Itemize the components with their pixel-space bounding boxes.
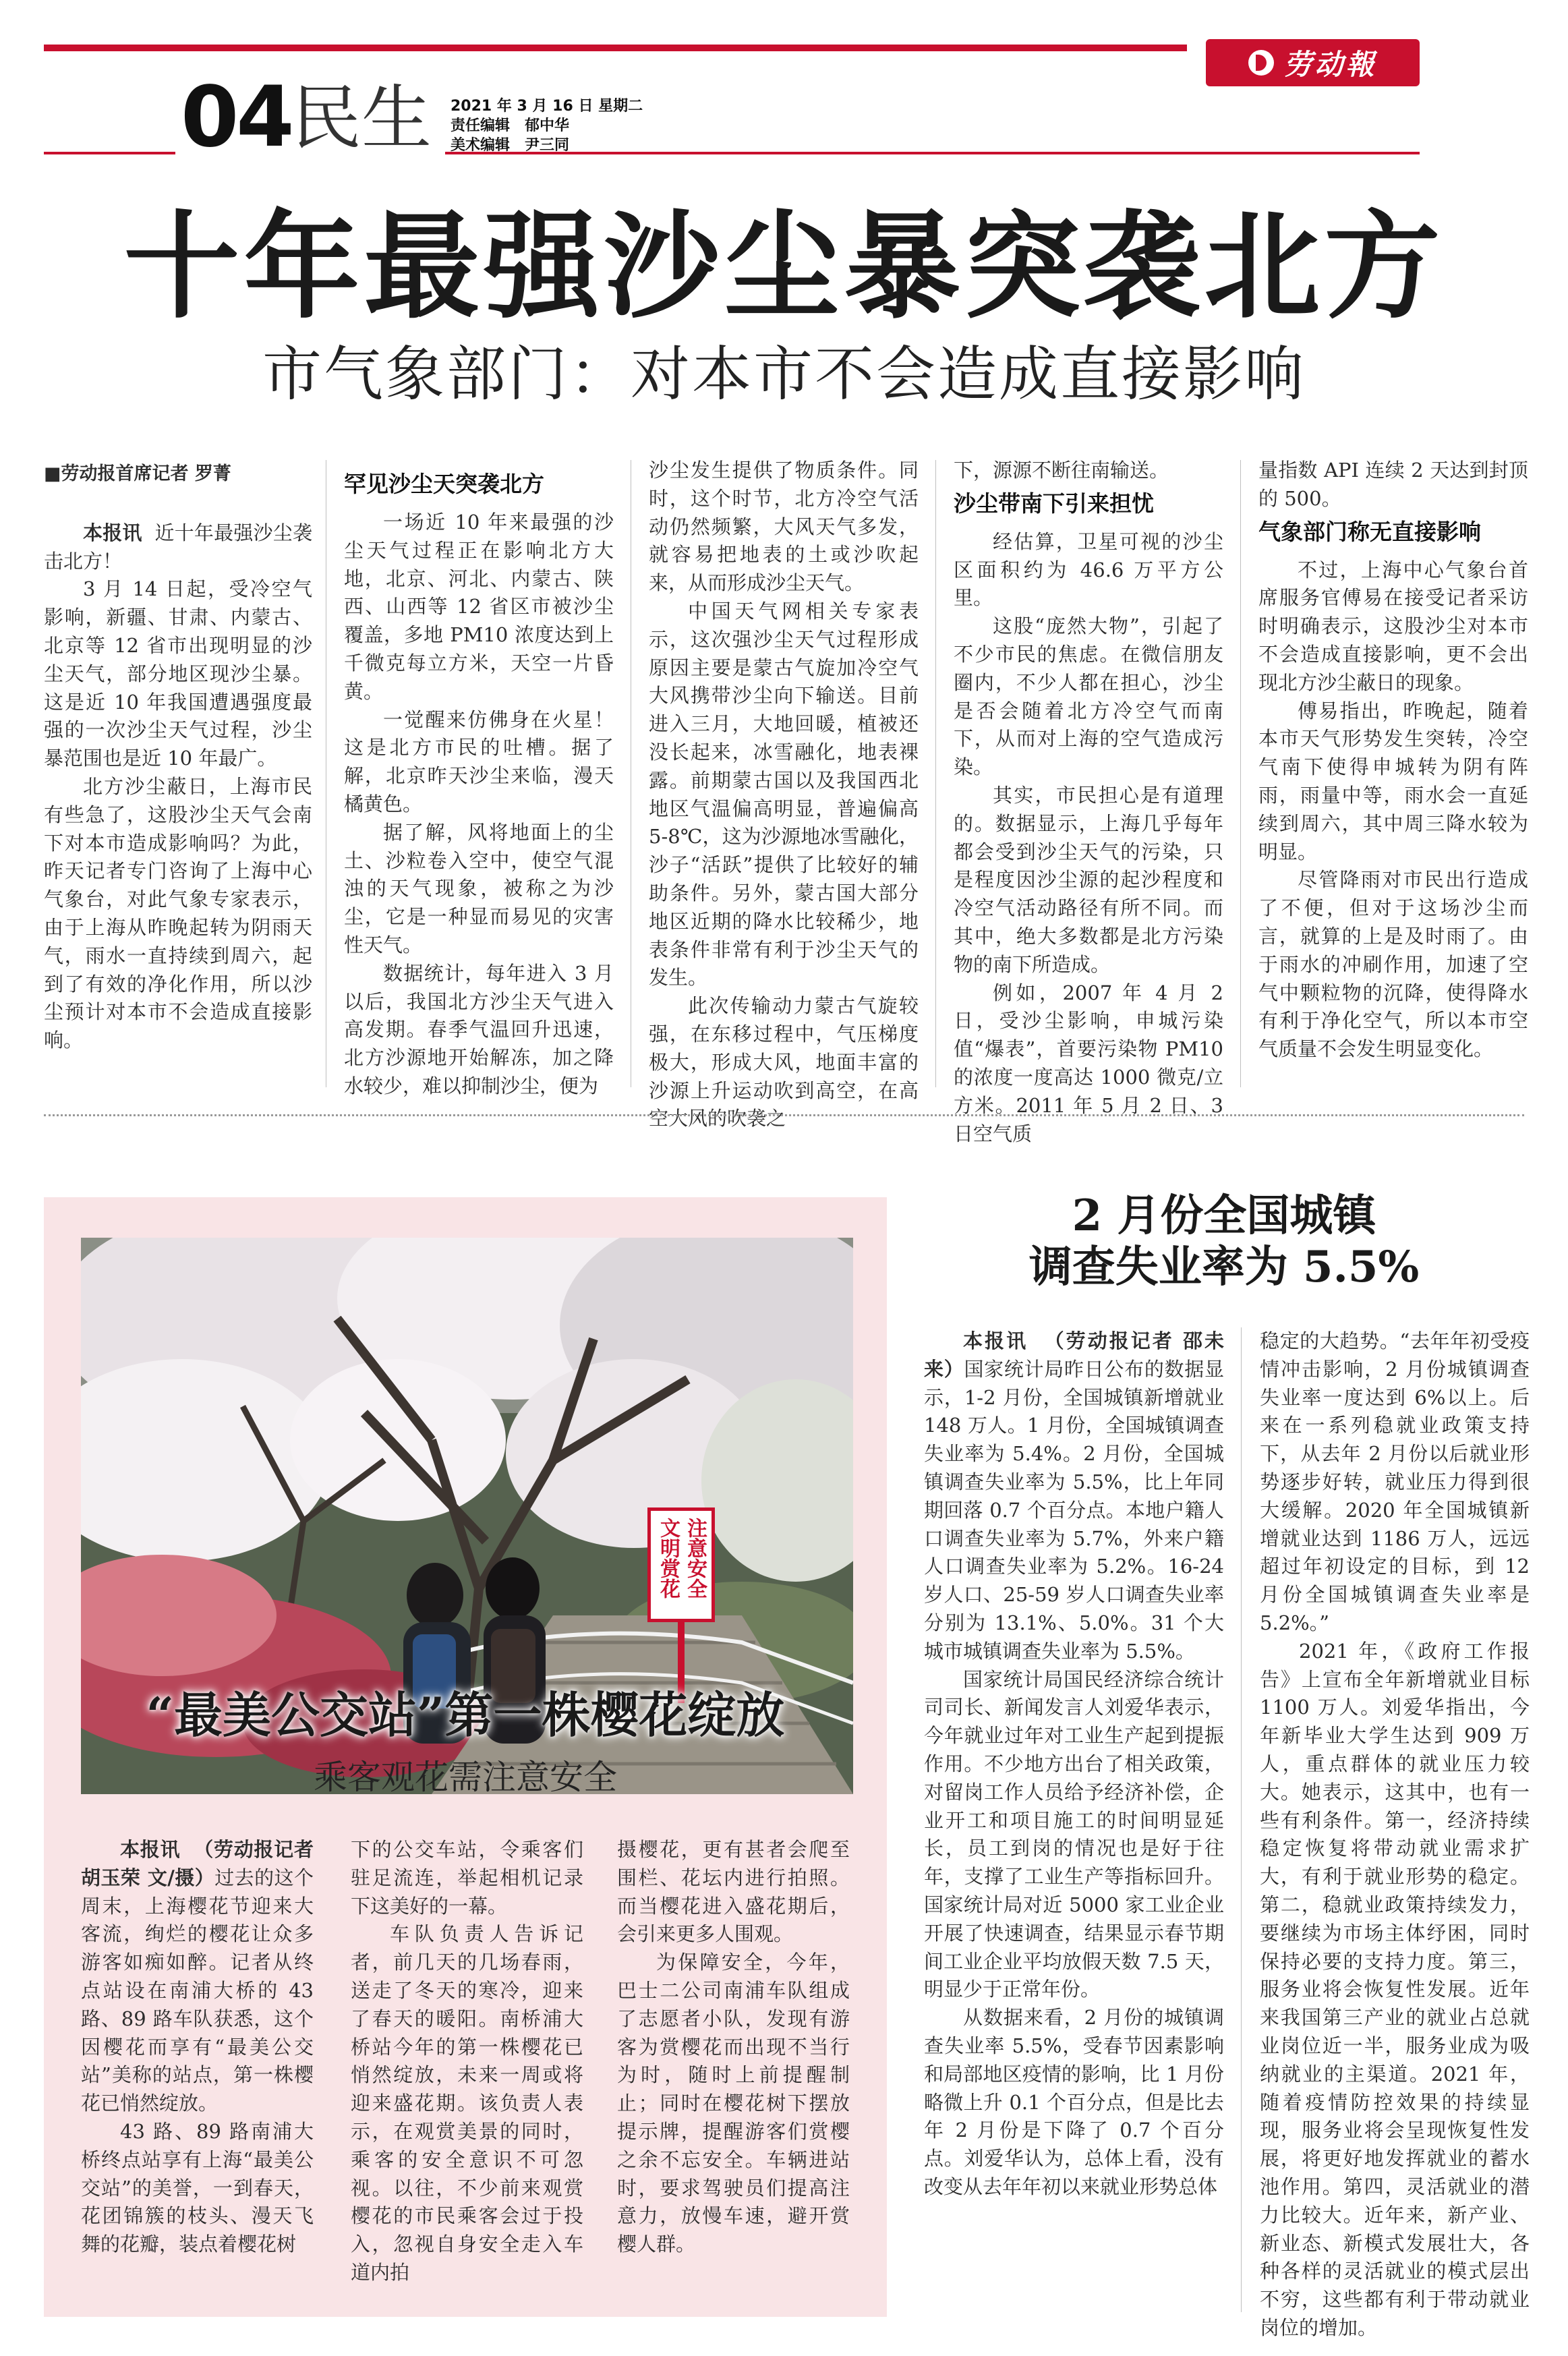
story3-column-1 (924, 1327, 1224, 2202)
story1-paragraph: 3 月 14 日起，受冷空气影响，新疆、甘肃、内蒙古、北京等 12 省市出现明显的沙尘天气，部分地区现沙尘暴。这是近 10 年我国遭遇强度最强的一次沙尘天气过程，沙尘暴范围也是近 10 年最广。 (44, 577, 312, 770)
story1-paragraph: 不过，上海中心气象台首席服务官傅易在接受记者采访时明确表示，这股沙尘对本市不会造成直接影响，更不会出现北方沙尘蔽日的现象。 (1258, 558, 1528, 694)
story3-paragraph: 稳定的大趋势。“去年年初受疫情冲击影响，2 月份城镇调查失业率一度达到 6%以上。后来在一系列稳就业政策支持下，从去年 2 月份以后就业形势逐步好转，就业压力得到很大缓解。2020 年全国城镇新增就业达到 1186 万人，远远超过年初设定的目标，到 12 月份全国城镇调查失业率是 5.2%。” (1260, 1329, 1530, 1634)
story1-column-4 (954, 457, 1223, 1148)
story2-subheadline: 乘客观花需注意安全 (314, 1758, 617, 1797)
story1-headline: 十年最强沙尘暴突袭北方 (123, 198, 1445, 335)
story1-lead-label: 本报讯 (83, 521, 142, 544)
logo-mark-icon (1248, 50, 1274, 76)
story-separator (44, 1114, 1524, 1116)
story3-paragraph: 2021 年，《政府工作报告》上宣布全年新增就业目标 1100 万人。刘爱华指出，今年新毕业大学生达到 909 万人，重点群体的就业压力较大。她表示，这其中，也有一些有利条件。第一，经济持续稳定恢复将带动就业需求扩大，有利于就业形势的稳定。第二，稳就业政策持续发力，要继续为市场主体纾困，同时保持必要的支持力度。第三，服务业将会恢复性发展。近年来我国第三产业的就业占总就业岗位近一半，服务业成为吸纳就业的主渠道。2021 年，随着疫情防控效果的持续显现，服务业将会呈现恢复性发展，将更好地发挥就业的蓄水池作用。第四，灵活就业的潜力比较大。近年来，新产业、新业态、新模式发展壮大，各种各样的灵活就业的模式层出不穷，这些都有利于带动就业岗位的增加。 (1260, 1639, 1530, 2339)
story1-column-4-heading: 沙尘带南下引来担忧 (954, 490, 1154, 517)
logo-text: 劳动報 (1283, 48, 1377, 81)
issue-info (451, 96, 643, 155)
story3-lead-label: 本报讯 (963, 1329, 1028, 1352)
story2-paragraph: 本报讯 （劳动报记者 胡玉荣 文/摄）过去的这个周末，上海樱花节迎来大客流，绚烂的樱花让众多游客如痴如醉。记者从终点站设在南浦大桥的 43 路、89 路车队获悉，这个因樱花而享有“最美公交站”美称的站点，第一株樱花已悄然绽放。 (81, 1838, 314, 2115)
story3-byline: （劳动报记者 邵未来） (924, 1329, 1224, 1381)
story1-paragraph: 此次传输动力蒙古气旋较强，在东移过程中，气压梯度极大，形成大风，地面丰富的沙源上升运动吹到高空，在高空大风的吹袭之 (649, 994, 919, 1130)
story1-paragraph: 一觉醒来仿佛身在火星！这是北方市民的吐槽。据了解，北京昨天沙尘来临，漫天橘黄色。 (344, 708, 614, 815)
story1-column-3 (649, 457, 919, 1133)
story1-byline: ■劳动报首席记者 罗菁 (44, 463, 231, 484)
story1-column-5-heading: 气象部门称无直接影响 (1258, 518, 1481, 545)
story3-paragraph: 从数据来看，2 月份的城镇调查失业率 5.5%，受春节因素影响和局部地区疫情的影响，比 1 月份略微上升 0.1 个百分点，但是比去年 2 月份是下降了 0.7 个百分点。刘爱华认为，总体上看，没有改变从去年年初以来就业形势总体 (924, 2006, 1224, 2198)
story1-paragraph: 据了解，风将地面上的尘土、沙粒卷入空中，使空气混浊的天气现象，被称之为沙尘，它是一种显而易见的灾害性天气。 (344, 820, 614, 956)
story1-paragraph: 例如，2007 年 4 月 2 日，受沙尘影响，申城污染值“爆表”，首要污染物 PM10 的浓度一度高达 1000 微克/立方米。2011 年 5 月 2 日、3 日空气质 (954, 981, 1223, 1145)
column-divider (1241, 1327, 1242, 2312)
top-red-rule (44, 45, 1187, 51)
story1-paragraph: 北方沙尘蔽日，上海市民有些急了，这股沙尘天气会南下对本市造成影响吗？为此，昨天记者专门咨询了上海中心气象台，对此气象专家表示，由于上海从昨晚起转为阴雨天气，雨水一直持续到周六，起到了有效的净化作用，所以沙尘预计对本市不会造成直接影响。 (44, 774, 312, 1052)
story1-column-2 (344, 465, 614, 1101)
story1-paragraph: 其实，市民担心是有道理的。数据显示，上海几乎每年都会受到沙尘天气的污染，只是程度因沙尘源的起沙程度和冷空气活动路径有所不同。而其中，绝大多数都是北方污染物的南下所造成。 (954, 783, 1223, 976)
story1-column-1 (44, 460, 312, 1055)
brand-logo (1206, 39, 1420, 86)
story2-column-2 (351, 1836, 583, 2287)
story1-paragraph: 下，源源不断往南输送。 (954, 459, 1169, 482)
story3-paragraph: 国家统计局国民经济综合统计司司长、新闻发言人刘爱华表示，今年就业过年对工业生产起到提振作用。不少地方出台了相关政策，对留岗工作人员给予经济补偿，企业开工和项目施工的时间明显延长，员工到岗的情况也是好于往年，支撑了工业生产等指标回升。国家统计局对近 5000 家工业企业开展了快速调查，结果显示春节期间工业企业平均放假天数 7.5 天，明显少于正常年份。 (924, 1667, 1224, 2001)
story3-headline-line-1: 2 月份全国城镇 (1072, 1190, 1376, 1241)
story2-column-3 (617, 1836, 850, 2259)
safety-sign (647, 1507, 715, 1622)
story2-paragraph: 摄樱花，更有甚者会爬至围栏、花坛内进行拍照。而当樱花进入盛花期后，会引来更多人围观。 (617, 1838, 850, 1946)
story2-paragraph: 车队负责人告诉记者，前几天的几场春雨，送走了冬天的寒冷，迎来了春天的暖阳。南桥浦大桥站今年的第一株樱花已悄然绽放，未来一周或将迎来盛花期。该负责人表示，在观赏美景的同时，乘客的安全意识不可忽视。以往，不少前来观赏樱花的市民乘客会过于投入，忽视自身安全走入车道内拍 (351, 1922, 583, 2284)
safety-sign-text-left: 文明赏花 (656, 1518, 680, 1599)
story2-headline: “最美公交站”第一株樱花绽放 (146, 1686, 785, 1744)
section-rule-left (44, 152, 175, 154)
story1-paragraph: 沙尘发生提供了物质条件。同时，这个时节，北方冷空气活动仍然频繁，大风天气多发，就容易把地表的土或沙吹起来，从而形成沙尘天气。 (649, 459, 919, 595)
story1-column-5 (1258, 457, 1528, 1064)
story1-paragraph: 傅易指出，昨晚起，随着本市天气形势发生突转，冷空气南下使得申城转为阴有阵雨，雨量中等，雨水会一直延续到周六，其中周三降水较为明显。 (1258, 699, 1528, 863)
story3-headline (924, 1190, 1524, 1293)
story2-lead-label: 本报讯 (120, 1838, 181, 1861)
story2-paragraph: 为保障安全，今年，巴士二公司南浦车队组成了志愿者小队，发现有游客为赏樱花而出现不当行为时，随时上前提醒制止；同时在樱花树下摆放提示牌，提醒游客们赏樱之余不忘安全。车辆进站时，要求驾驶员们提高注意力，放慢车速，避开赏樱人群。 (617, 1951, 850, 2256)
story3-column-2 (1260, 1327, 1530, 2343)
responsible-editor: 责任编辑 郁中华 (451, 117, 570, 134)
story1-paragraph: 经估算，卫星可视的沙尘区面积约为 46.6 万平方公里。 (954, 529, 1223, 610)
story1-paragraph: 这股“庞然大物”，引起了不少市民的焦虑。在微信朋友圈内，不少人都在担心，沙尘是否会随着北方冷空气而南下，从而对上海的空气造成污染。 (954, 614, 1223, 779)
story1-column-2-heading: 罕见沙尘天突袭北方 (344, 471, 544, 497)
column-divider (1240, 460, 1241, 1087)
story3-headline-line-2: 调查失业率为 5.5% (1028, 1242, 1420, 1292)
story2-paragraph: 43 路、89 路南浦大桥终点站享有上海“最美公交站”的美誉，一到春天，花团锦簇的枝头、漫天飞舞的花瓣，装点着樱花树 (81, 2119, 314, 2256)
story2-byline: （劳动报记者 胡玉荣 文/摄） (81, 1838, 314, 1889)
story1-paragraph: 量指数 API 连续 2 天达到封顶的 500。 (1258, 459, 1528, 510)
column-divider (935, 460, 936, 1087)
story2-paragraph: 下的公交车站，令乘客们驻足流连，举起相机记录下这美好的一幕。 (351, 1838, 583, 1918)
story2-column-1 (81, 1836, 314, 2259)
story1-paragraph: 数据统计，每年进入 3 月以后，我国北方沙尘天气进入高发期。春季气温回升迅速，北方沙源地开始解冻，加之降水较少，难以抑制沙尘，便为 (344, 961, 614, 1097)
story1-subheadline: 市气象部门：对本市不会造成直接影响 (262, 339, 1306, 409)
section-name: 民生 (291, 77, 432, 159)
story1-paragraph: 本报讯 近十年最强沙尘袭击北方！ (44, 521, 312, 573)
story1-paragraph: 中国天气网相关专家表示，这次强沙尘天气过程形成原因主要是蒙古气旋加冷空气大风携带沙尘向下输送。目前进入三月，大地回暖，植被还没长起来，冰雪融化，地表裸露。前期蒙古国以及我国西北地区气温偏高明显，普遍偏高 5-8℃，这为沙源地冰雪融化，沙子“活跃”提供了比较好的辅助条件。另外，蒙古国大部分地区近期的降水比较稀少，地表条件非常有利于沙尘天气的发生。 (649, 599, 919, 989)
story1-paragraph: 尽管降雨对市民出行造成了不便，但对于这场沙尘而言，就算的上是及时雨了。由于雨水的冲刷作用，加速了空气中颗粒物的沉降，使得降水有利于净化空气，所以本市空气质量不会发生明显变化。 (1258, 868, 1528, 1061)
safety-sign-text-right: 注意安全 (683, 1518, 707, 1599)
story3-paragraph: 本报讯 （劳动报记者 邵未来）国家统计局昨日公布的数据显示，1-2 月份，全国城镇新增就业 148 万人。1 月份，全国城镇调查失业率为 5.4%。2 月份，全国城镇调查失业率为 5.5%，比上年同期回落 0.7 个百分点。本地户籍人口调查失业率为 5.7%，外来户籍人口调查失业率为 5.2%。16-24 岁人口、25-59 岁人口调查失业率分别为 13.1%、5.0%。31 个大城市城镇调查失业率为 5.5%。 (924, 1329, 1224, 1663)
story1-paragraph: 一场近 10 年来最强的沙尘天气过程正在影响北方大地，北京、河北、内蒙古、陕西、山西等 12 省区市被沙尘覆盖，多地 PM10 浓度达到上千微克每立方米，天空一片昏黄。 (344, 511, 614, 703)
art-editor: 美术编辑 尹三同 (451, 137, 570, 154)
issue-date: 2021 年 3 月 16 日 星期二 (451, 98, 643, 115)
page-number: 04 (181, 69, 292, 166)
